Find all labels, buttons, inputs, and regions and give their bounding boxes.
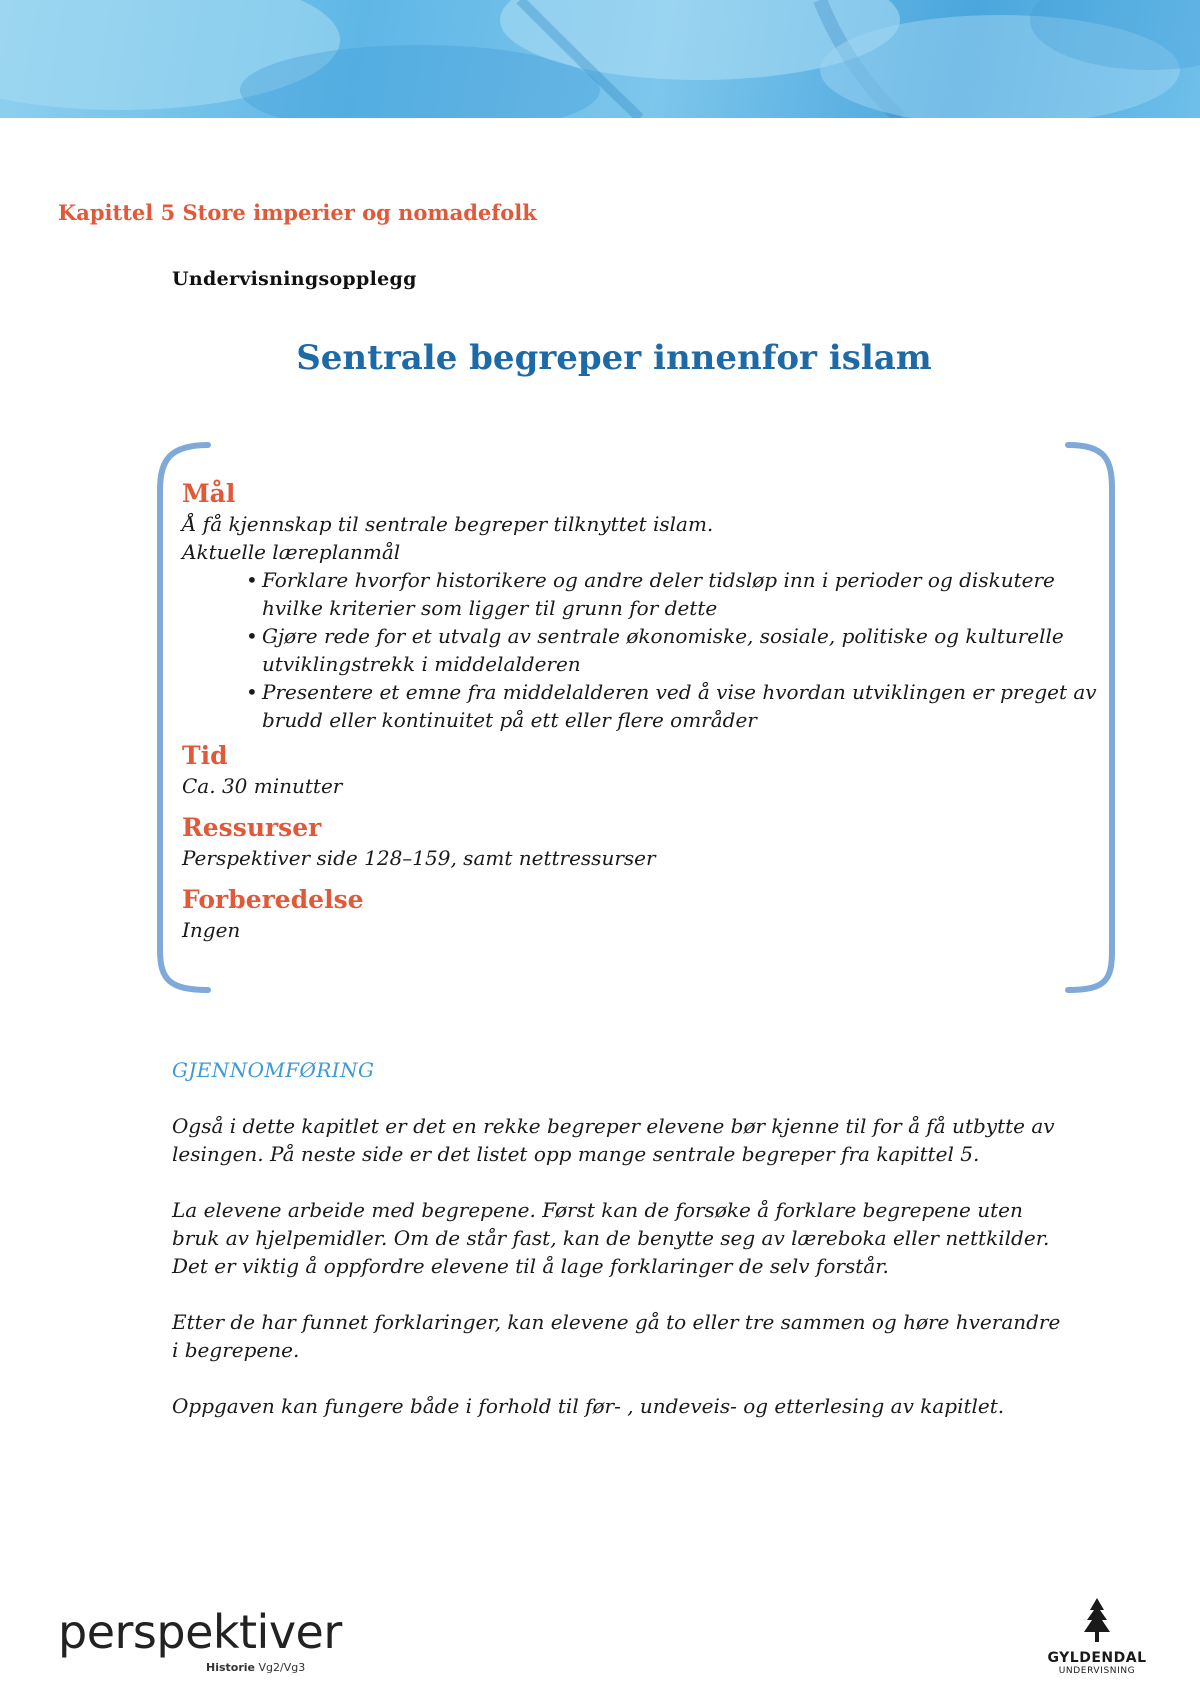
preparation-text: Ingen xyxy=(182,918,241,942)
paragraph: Etter de har funnet forklaringer, kan elevene gå to eller tre sammen og høre hverandre i begrepene. xyxy=(172,1310,1061,1362)
list-item: • Presentere et emne fra middelalderen ved å vise hvordan utviklingen er preget av brudd eller kontinuitet på ett eller flere områder xyxy=(246,680,1097,732)
time-heading: Tid xyxy=(182,741,228,770)
paragraph: Oppgaven kan fungere både i forhold til før- , undeveis- og etterlesing av kapitlet. xyxy=(172,1394,1005,1418)
time-text: Ca. 30 minutter xyxy=(182,774,343,798)
publisher-name: GYLDENDAL xyxy=(1047,1650,1147,1666)
logo-wordmark: perspektiver xyxy=(58,1605,342,1659)
paragraph: Også i dette kapitlet er det en rekke begreper elevene bør kjenne til for å få utbytte av lesingen. På neste side er det listet opp mange sentrale begreper fra kapittel 5. xyxy=(172,1114,1055,1166)
preparation-heading: Forberedelse xyxy=(182,885,364,914)
goal-heading: Mål xyxy=(182,479,236,508)
curriculum-list xyxy=(182,566,1102,734)
logo-subtitle: Historie Vg2/Vg3 xyxy=(206,1661,306,1674)
publisher-subtitle: UNDERVISNING xyxy=(1058,1666,1136,1676)
list-item: • Gjøre rede for et utvalg av sentrale økonomiske, sosiale, politiske og kulturelle utviklingstrekk i middelalderen xyxy=(246,624,1064,676)
paragraph: La elevene arbeide med begrepene. Først kan de forsøke å forklare begrepene uten bruk av hjelpemidler. Om de står fast, kan de benytte seg av læreboka eller nettkilder. Det er viktig å oppfordre elevene til å lage forklaringer de selv forstår. xyxy=(172,1198,1050,1278)
resources-text: Perspektiver side 128–159, samt nettressurser xyxy=(182,846,656,870)
page-title: Sentrale begreper innenfor islam xyxy=(296,338,932,378)
chapter-heading: Kapittel 5 Store imperier og nomadefolk xyxy=(58,200,537,225)
goal-text: Å få kjennskap til sentrale begreper tilknyttet islam. xyxy=(182,512,714,536)
implementation-heading: GJENNOMFØRING xyxy=(172,1058,375,1082)
gyldendal-logo xyxy=(1032,1596,1162,1676)
implementation-body xyxy=(172,1112,1072,1448)
document-type-label: Undervisningsopplegg xyxy=(172,268,417,290)
tree-icon xyxy=(1077,1596,1117,1646)
goal-box xyxy=(182,478,1102,944)
header-banner-image xyxy=(0,0,1200,118)
list-item: • Forklare hvorfor historikere og andre deler tidsløp inn i perioder og diskutere hvilke kriterier som ligger til grunn for dette xyxy=(246,568,1055,620)
resources-heading: Ressurser xyxy=(182,813,322,842)
curriculum-label: Aktuelle læreplanmål xyxy=(182,540,401,564)
perspektiver-logo xyxy=(58,1605,342,1685)
